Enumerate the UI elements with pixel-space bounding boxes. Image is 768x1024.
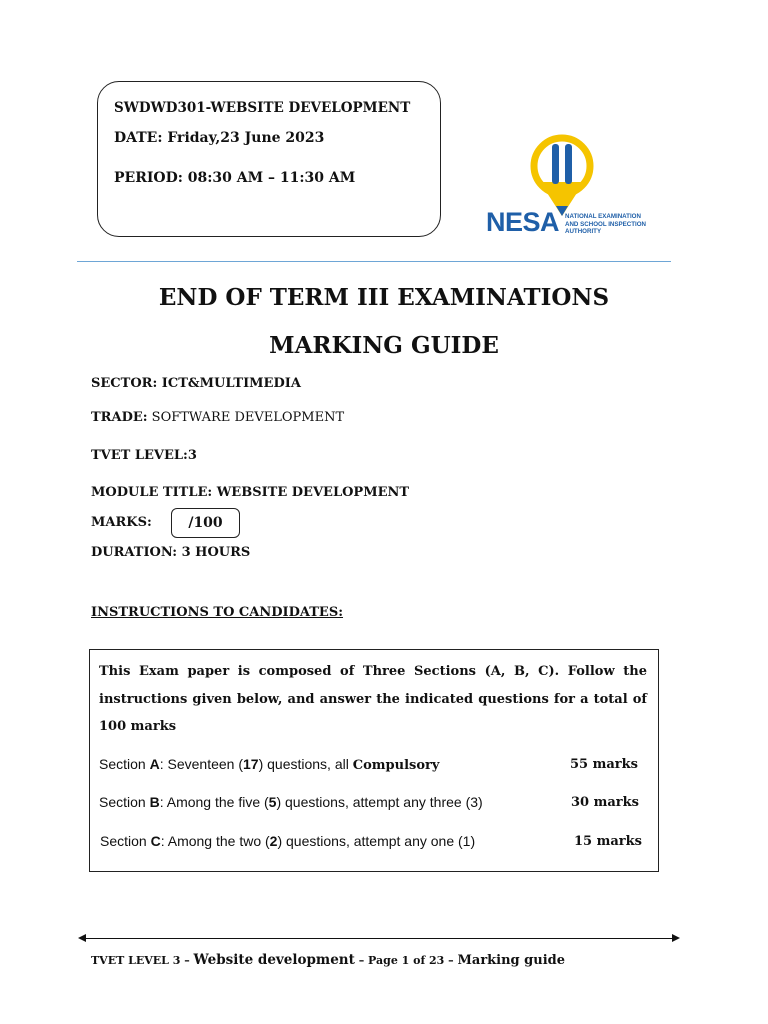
arrow-right-icon (672, 934, 680, 942)
page-title: END OF TERM III EXAMINATIONS (158, 284, 610, 311)
logo-subtitle: NATIONAL EXAMINATION AND SCHOOL INSPECTION AUTHORITY (565, 213, 647, 235)
duration-field: DURATION: 3 HOURS (91, 545, 251, 560)
instructions-heading: INSTRUCTIONS TO CANDIDATES: (91, 605, 344, 620)
footer-divider (80, 938, 678, 939)
sector-field: SECTOR: ICT&MULTIMEDIA (91, 376, 301, 391)
trade-field: TRADE: SOFTWARE DEVELOPMENT (91, 410, 345, 425)
page-subtitle: MARKING GUIDE (269, 332, 499, 359)
logo-wordmark: NESA (486, 207, 560, 237)
section-c-marks: 15 marks (574, 834, 642, 849)
page-footer: TVET LEVEL 3 – Website development – Page 1 of 23 – Marking guide (91, 952, 566, 968)
nesa-logo (482, 124, 654, 242)
section-b-text: Section B: Among the five (5) questions, attempt any three (3) (99, 794, 483, 810)
section-c-text: Section C: Among the two (2) questions, attempt any one (1) (100, 833, 476, 849)
instructions-box (89, 649, 659, 872)
module-code: SWDWD301-WEBSITE DEVELOPMENT (114, 100, 411, 116)
exam-period: PERIOD: 08:30 AM – 11:30 AM (114, 170, 356, 186)
exam-header-box (97, 81, 441, 237)
section-a-text: Section A: Seventeen (17) questions, all Compulsory (99, 756, 440, 773)
arrow-left-icon (78, 934, 86, 942)
module-title-field: MODULE TITLE: WEBSITE DEVELOPMENT (91, 485, 410, 500)
marks-box: /100 (171, 508, 240, 538)
tvet-level-field: TVET LEVEL:3 (91, 448, 197, 463)
section-b-marks: 30 marks (571, 795, 639, 810)
instructions-intro: This Exam paper is composed of Three Sections (A, B, C). Follow the instructions given below, and answer the indicated questions for a total of 100 marks (99, 664, 647, 734)
exam-date: DATE: Friday,23 June 2023 (114, 130, 325, 146)
marks-label: MARKS: (91, 515, 152, 530)
header-divider (77, 261, 671, 262)
section-a-marks: 55 marks (570, 757, 638, 772)
